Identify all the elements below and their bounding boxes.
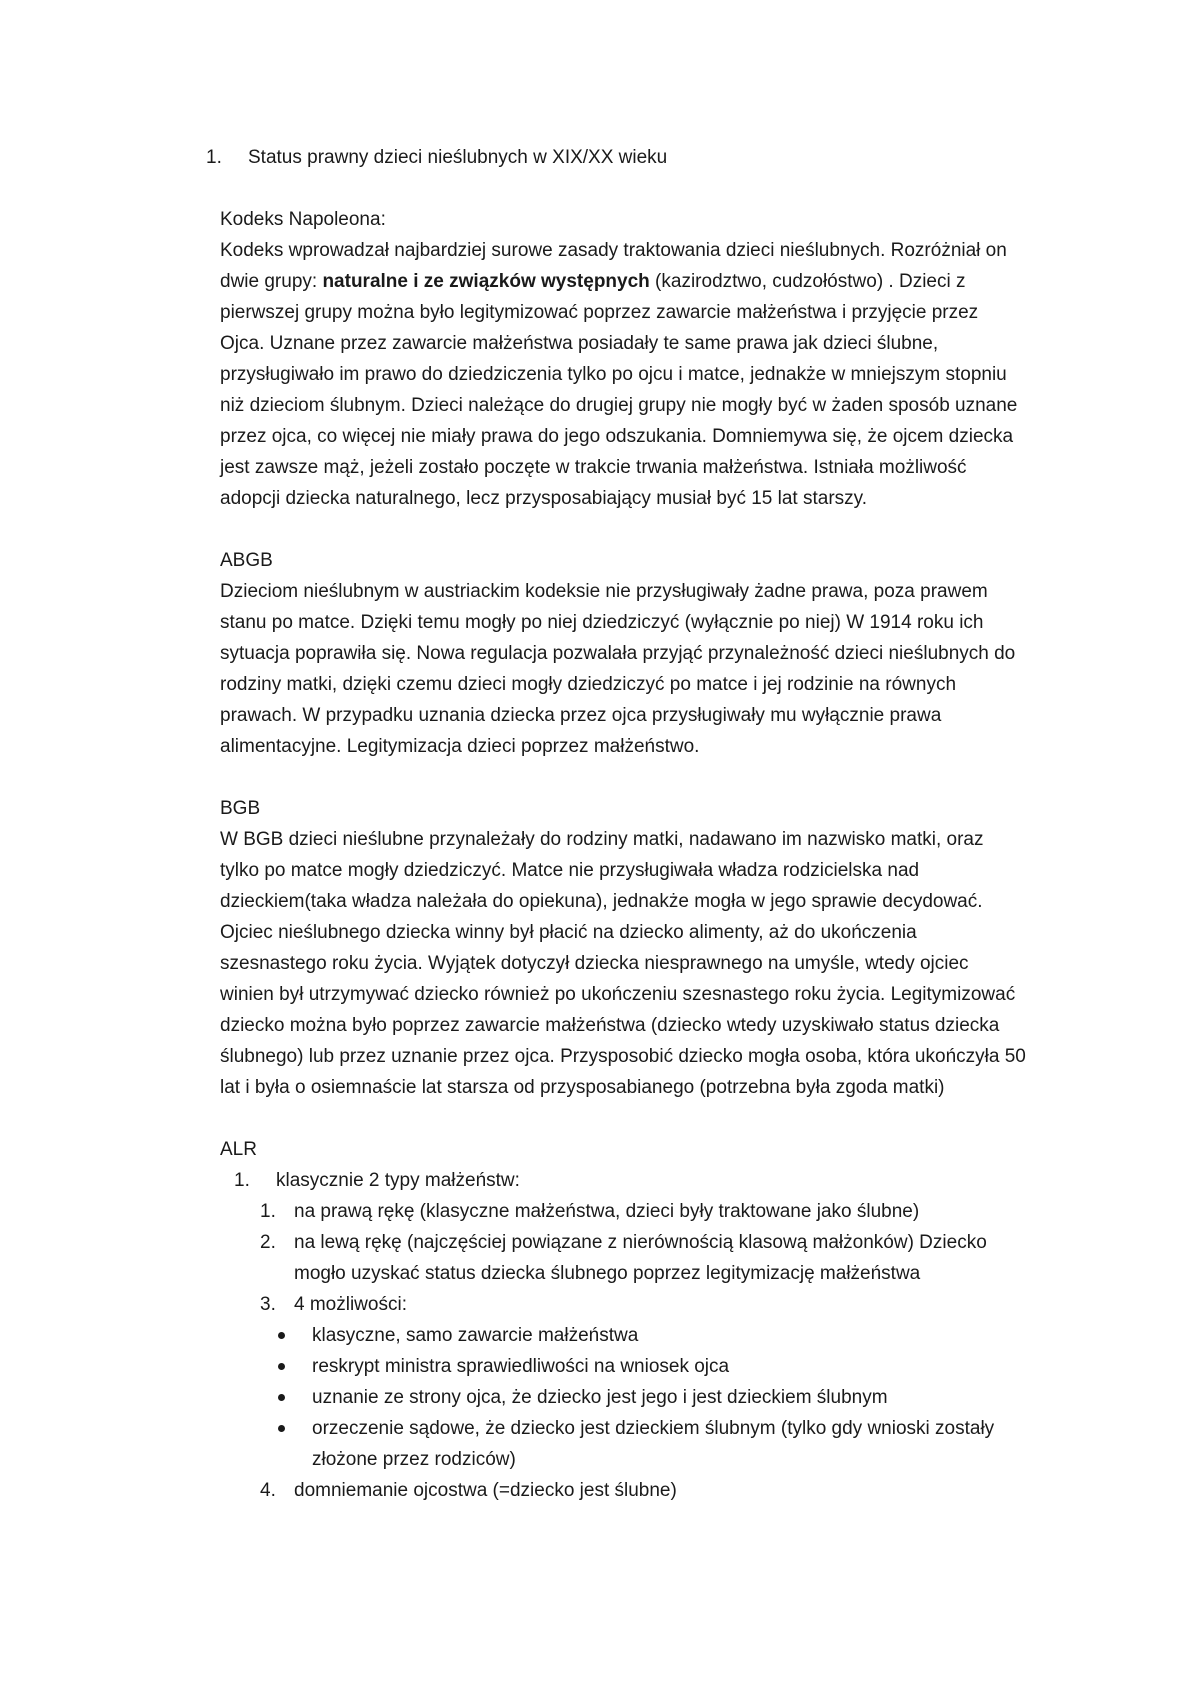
paragraph-line (220, 266, 1080, 297)
bgb-title: BGB (220, 798, 261, 819)
bullet-icon (278, 1425, 285, 1432)
paragraph-line: dzieckiem(taka władza należała do opiekuna), jednakże mogła w jego sprawie decydować. (220, 891, 983, 912)
paragraph-line: prawach. W przypadku uznania dziecka przez ojca przysługiwały mu wyłącznie prawa (220, 705, 942, 726)
bullet-text: reskrypt ministra sprawiedliwości na wniosek ojca (312, 1356, 730, 1377)
paragraph-line: Kodeks wprowadzał najbardziej surowe zasady traktowania dzieci nieślubnych. Rozróżniał on (220, 240, 1007, 261)
sublist-item (220, 1289, 1080, 1320)
bullet-item (220, 1320, 1080, 1351)
bgb-section (220, 793, 1080, 1103)
bullet-continuation: złożone przez rodziców) (312, 1449, 516, 1470)
list-number: 1. (234, 1170, 250, 1191)
paragraph-line: alimentacyjne. Legitymizacja dzieci poprzez małżeństwo. (220, 736, 700, 757)
paragraph-line: Dzieciom nieślubnym w austriackim kodeksie nie przysługiwały żadne prawa, poza prawem (220, 581, 988, 602)
bullet-item (220, 1413, 1080, 1444)
paragraph-line: rodziny matki, dzięki czemu dzieci mogły dziedziczyć po matce i jej rodzinie na równych (220, 674, 957, 695)
list-number: 3. (260, 1294, 276, 1315)
bullet-icon (278, 1394, 285, 1401)
napoleon-title: Kodeks Napoleona: (220, 209, 386, 230)
paragraph-line: Ojca. Uznane przez zawarcie małżeństwa posiadały te same prawa jak dzieci ślubne, (220, 333, 939, 354)
list-item-continuation: mogło uzyskać status dziecka ślubnego poprzez legitymizację małżeństwa (294, 1263, 921, 1284)
text-run: dwie grupy: (220, 271, 323, 292)
list-item-text: domniemanie ojcostwa (=dziecko jest ślubne) (294, 1480, 677, 1501)
bullet-text: klasyczne, samo zawarcie małżeństwa (312, 1325, 639, 1346)
list-number: 4. (260, 1480, 276, 1501)
paragraph-line: niż dzieciom ślubnym. Dzieci należące do drugiej grupy nie mogły być w żaden sposób uznane (220, 395, 1018, 416)
bullet-text: orzeczenie sądowe, że dziecko jest dzieckiem ślubnym (tylko gdy wnioski zostały (312, 1418, 995, 1439)
bullet-text: uznanie ze strony ojca, że dziecko jest jego i jest dzieckiem ślubnym (312, 1387, 888, 1408)
sublist-item (220, 1227, 1080, 1258)
list-number: 2. (260, 1232, 276, 1253)
list-number: 1. (260, 1201, 276, 1222)
bullet-item (220, 1382, 1080, 1413)
alr-section (220, 1134, 1080, 1506)
paragraph-line: przysługiwało im prawo do dziedziczenia tylko po ojcu i matce, jednakże w mniejszym stopniu (220, 364, 1007, 385)
list-item-text: na prawą rękę (klasyczne małżeństwa, dzieci były traktowane jako ślubne) (294, 1201, 920, 1222)
paragraph-line: W BGB dzieci nieślubne przynależały do rodziny matki, nadawano im nazwisko matki, oraz (220, 829, 984, 850)
paragraph-line: jest zawsze mąż, jeżeli zostało poczęte w trakcie trwania małżeństwa. Istniała możliwość (220, 457, 967, 478)
section-heading (206, 142, 1080, 173)
abgb-title: ABGB (220, 550, 273, 571)
sublist-item (220, 1475, 1080, 1506)
bold-text-run: naturalne i ze związków występnych (322, 271, 650, 292)
document-body (206, 142, 1080, 1506)
abgb-section (220, 545, 1080, 762)
paragraph-line: dziecko można było poprzez zawarcie małżeństwa (dziecko wtedy uzyskiwało status dziecka (220, 1015, 1000, 1036)
paragraph-line: szesnastego roku życia. Wyjątek dotyczył dziecka niesprawnego na umyśle, wtedy ojciec (220, 953, 969, 974)
paragraph-line: Ojciec nieślubnego dziecka winny był płacić na dziecko alimenty, aż do ukończenia (220, 922, 917, 943)
list-item-text: na lewą rękę (najczęściej powiązane z nierównością klasową małżonków) Dziecko (294, 1232, 987, 1253)
paragraph-line: przez ojca, co więcej nie miały prawa do jego odszukania. Domniemywa się, że ojcem dziecka (220, 426, 1014, 447)
paragraph-line: stanu po matce. Dzięki temu mogły po niej dziedziczyć (wyłącznie po niej) W 1914 roku ich (220, 612, 984, 633)
paragraph-line: ślubnego) lub przez uznanie przez ojca. Przysposobić dziecko mogła osoba, która ukończyła 50 (220, 1046, 1026, 1067)
bullet-item (220, 1351, 1080, 1382)
paragraph-line: adopcji dziecka naturalnego, lecz przysposabiający musiał być 15 lat starszy. (220, 488, 868, 509)
paragraph-line: sytuacja poprawiła się. Nowa regulacja pozwalała przyjąć przynależność dzieci nieślubnych do (220, 643, 1016, 664)
paragraph-line: winien był utrzymywać dziecko również po ukończeniu szesnastego roku życia. Legitymizować (220, 984, 1016, 1005)
napoleon-section (220, 204, 1080, 514)
bullet-icon (278, 1332, 285, 1339)
alr-title: ALR (220, 1139, 257, 1160)
bullet-icon (278, 1363, 285, 1370)
text-run: (kazirodztwo, cudzołóstwo) . Dzieci z (649, 271, 966, 292)
sublist-item (220, 1196, 1080, 1227)
paragraph-line: lat i była o osiemnaście lat starsza od przysposabianego (potrzebna była zgoda matki) (220, 1077, 945, 1098)
paragraph-line: tylko po matce mogły dziedziczyć. Matce nie przysługiwała władza rodzicielska nad (220, 860, 920, 881)
heading-text: Status prawny dzieci nieślubnych w XIX/XX wieku (248, 147, 668, 168)
list-item-text: klasycznie 2 typy małżeństw: (276, 1170, 520, 1191)
list-item-text: 4 możliwości: (294, 1294, 407, 1315)
heading-number: 1. (206, 147, 222, 168)
paragraph-line: pierwszej grupy można było legitymizować poprzez zawarcie małżeństwa i przyjęcie przez (220, 302, 979, 323)
list-item (220, 1165, 1080, 1196)
